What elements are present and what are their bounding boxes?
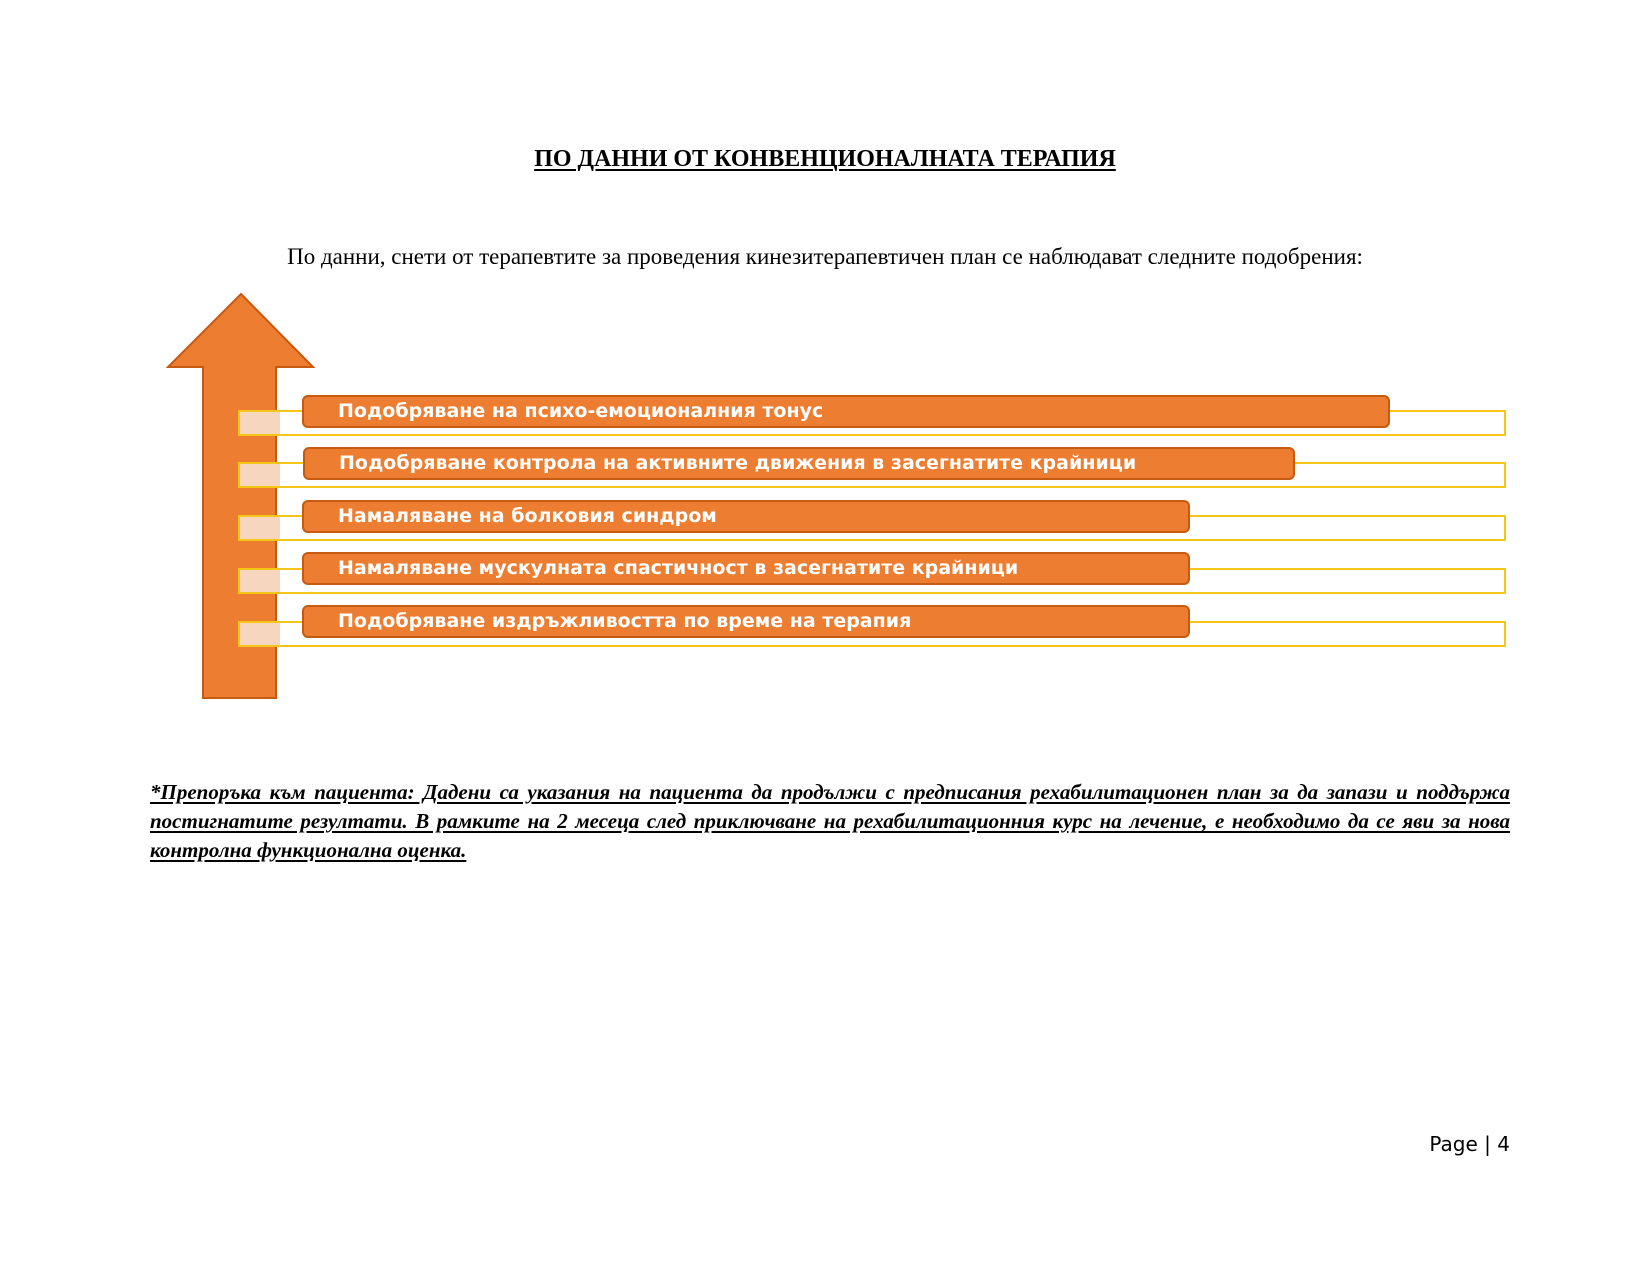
strip-stub-2 xyxy=(238,462,280,488)
improvement-bar-1: Подобряване на психо-емоционалния тонус xyxy=(302,395,1390,428)
improvement-bar-5: Подобряване издръжливостта по време на терапия xyxy=(302,605,1190,638)
strip-stub-3 xyxy=(238,515,280,541)
page-number-footer: Page | 4 xyxy=(1429,1132,1510,1156)
improvement-bar-3: Намаляване на болковия синдром xyxy=(302,500,1190,533)
patient-recommendation: *Препоръка към пациента: Дадени са указания на пациента да продължи с предписания рехабилитационен план за да запази и поддържа постигнатите резултати. В рамките на 2 месеца след приключване на рехабилитационния курс на лечение, е необходимо да се яви за нова контролна функционална оценка. xyxy=(150,780,1510,862)
improvement-bar-2: Подобряване контрола на активните движения в засегнатите крайници xyxy=(303,447,1295,480)
improvement-bar-4: Намаляване мускулната спастичност в засегнатите крайници xyxy=(302,552,1190,585)
strip-stub-4 xyxy=(238,568,280,594)
strip-stub-1 xyxy=(238,410,280,436)
intro-paragraph: По данни, снети от терапевтите за проведения кинезитерапевтичен план се наблюдават следните подобрения: xyxy=(287,244,1363,269)
strip-stub-5 xyxy=(238,621,280,647)
page-title-text: ПО ДАННИ ОТ КОНВЕНЦИОНАЛНАТА ТЕРАПИЯ xyxy=(534,146,1116,172)
